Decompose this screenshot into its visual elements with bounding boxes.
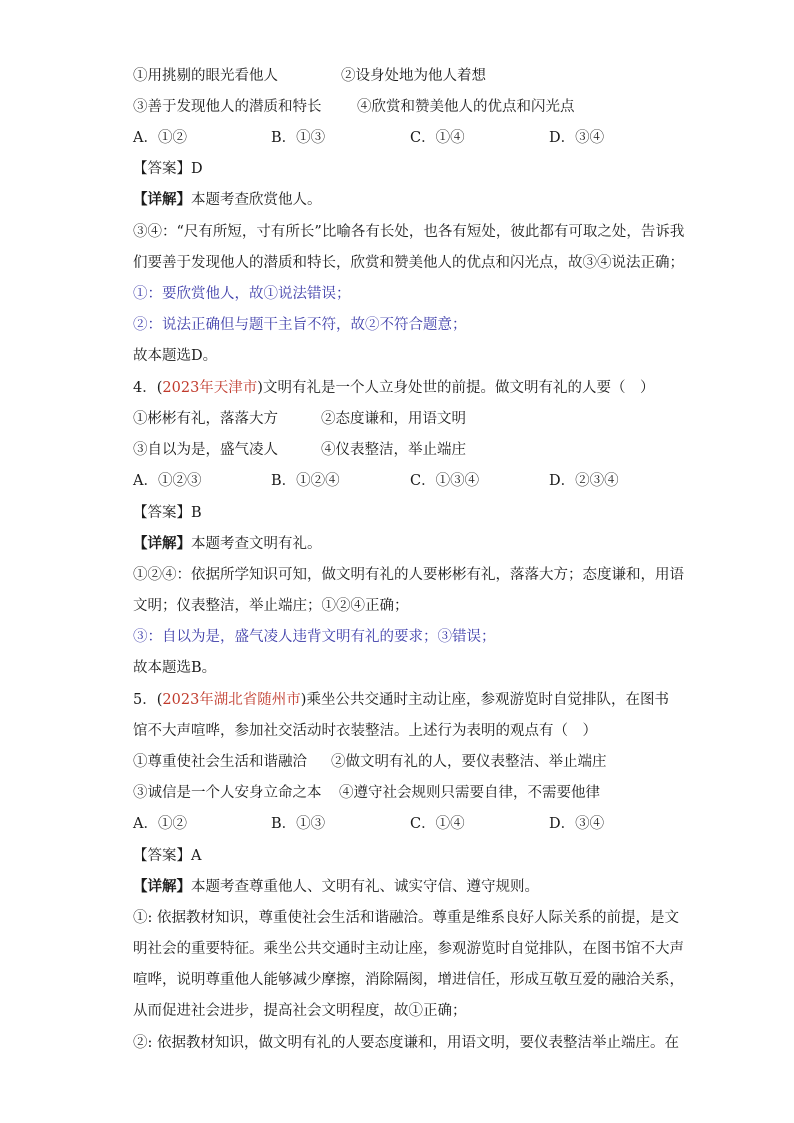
q5-analysis-line-2: 明社会的重要特征。乘坐公共交通时主动让座，参观游览时自觉排队，在图书馆不大声 <box>133 941 684 957</box>
q3-option-b: B．①③ <box>271 130 326 146</box>
q5-analysis-line-5: ②: 依据教材知识，做文明有礼的人要态度谦和，用语文明，要仪表整洁举止端庄。在 <box>133 1035 679 1051</box>
q5-option-b: B．①③ <box>271 816 326 832</box>
q3-analysis-line-2: 们要善于发现他人的潜质和特长，欣赏和赞美他人的优点和闪光点，故③④说法正确； <box>133 255 684 271</box>
q5-statement-3: ③诚信是一个人安身立命之本 <box>133 785 322 801</box>
q3-option-d: D．③④ <box>549 130 605 146</box>
q5-option-c: C．①④ <box>410 816 465 832</box>
q4-conclusion: 故本题选B。 <box>133 660 217 676</box>
q4-analysis-line-1: ①②④：依据所学知识可知，做文明有礼的人要彬彬有礼，落落大方；态度谦和，用语 <box>133 567 684 583</box>
q5-detail-label: 【详解】 <box>133 878 191 895</box>
q4-option-d: D．②③④ <box>549 473 619 489</box>
q5-answer: 【答案】A <box>133 848 202 864</box>
q5-detail-text: 本题考查尊重他人、文明有礼、诚实守信、遵守规则。 <box>191 879 539 895</box>
q4-analysis-line-2: 文明；仪表整洁，举止端庄；①②④正确； <box>133 598 409 614</box>
q4-statement-2: ②态度谦和，用语文明 <box>321 411 466 427</box>
q5-source: 2023年湖北省随州市 <box>162 692 301 708</box>
q3-wrong-2: ②：说法正确但与题干主旨不符，故②不符合题意； <box>133 317 467 333</box>
q5-stem-line-1 <box>133 690 669 710</box>
q5-detail <box>133 877 539 897</box>
q4-option-b: B．①②④ <box>271 473 340 489</box>
q5-option-d: D．③④ <box>549 816 605 832</box>
q3-detail <box>133 190 322 210</box>
q3-statement-4: ④欣赏和赞美他人的优点和闪光点 <box>357 99 575 115</box>
q4-number: 4．( <box>133 380 163 396</box>
q4-wrong-1: ③：自以为是，盛气凌人违背文明有礼的要求；③错误； <box>133 629 496 645</box>
q4-statement-4: ④仪表整洁，举止端庄 <box>321 442 466 458</box>
q4-stem <box>133 378 654 398</box>
q3-statement-2: ②设身处地为他人着想 <box>341 68 486 84</box>
q4-statement-1: ①彬彬有礼，落落大方 <box>133 411 278 427</box>
q5-statement-1: ①尊重使社会生活和谐融洽 <box>133 754 307 770</box>
q4-detail-label: 【详解】 <box>133 535 191 552</box>
q3-statement-1: ①用挑剔的眼光看他人 <box>133 68 278 84</box>
q3-option-a: A．①② <box>133 130 187 146</box>
q4-source: 2023年天津市 <box>162 380 258 396</box>
q3-option-c: C．①④ <box>410 130 465 146</box>
q3-analysis-line-1: ③④：“尺有所短，寸有所长”比喻各有长处，也各有短处，彼此都有可取之处，告诉我 <box>133 224 685 240</box>
q5-statement-4: ④遵守社会规则只需要自律，不需要他律 <box>339 785 600 801</box>
q5-analysis-line-3: 喧哗，说明尊重他人能够减少摩擦，消除隔阂，增进信任，形成互敬互爱的融洽关系， <box>133 972 684 988</box>
q4-statement-3: ③自以为是，盛气凌人 <box>133 442 278 458</box>
q5-stem-text-1: )乘坐公共交通时主动让座，参观游览时自觉排队，在图书 <box>300 692 669 708</box>
q4-detail <box>133 534 322 554</box>
q3-wrong-1: ①：要欣赏他人，故①说法错误； <box>133 286 351 302</box>
q4-option-a: A．①②③ <box>133 473 202 489</box>
q5-number: 5．( <box>133 692 163 708</box>
q3-detail-label: 【详解】 <box>133 191 191 208</box>
q5-statement-2: ②做文明有礼的人，要仪表整洁、举止端庄 <box>331 754 607 770</box>
q5-analysis-line-4: 从而促进社会进步，提高社会文明程度，故①正确； <box>133 1003 467 1019</box>
q5-stem-line-2: 馆不大声喧哗，参加社交活动时衣装整洁。上述行为表明的观点有（ ） <box>133 723 597 739</box>
q5-option-a: A．①② <box>133 816 187 832</box>
q3-conclusion: 故本题选D。 <box>133 348 218 364</box>
q4-stem-text: )文明有礼是一个人立身处世的前提。做文明有礼的人要（ ） <box>257 380 655 396</box>
q3-statement-3: ③善于发现他人的潜质和特长 <box>133 99 322 115</box>
q4-answer: 【答案】B <box>133 505 202 521</box>
q3-answer: 【答案】D <box>133 161 203 177</box>
q4-option-c: C．①③④ <box>410 473 480 489</box>
q3-detail-text: 本题考查欣赏他人。 <box>191 192 322 208</box>
q5-analysis-line-1: ①: 依据教材知识，尊重使社会生活和谐融洽。尊重是维系良好人际关系的前提，是文 <box>133 910 679 926</box>
q4-detail-text: 本题考查文明有礼。 <box>191 536 322 552</box>
